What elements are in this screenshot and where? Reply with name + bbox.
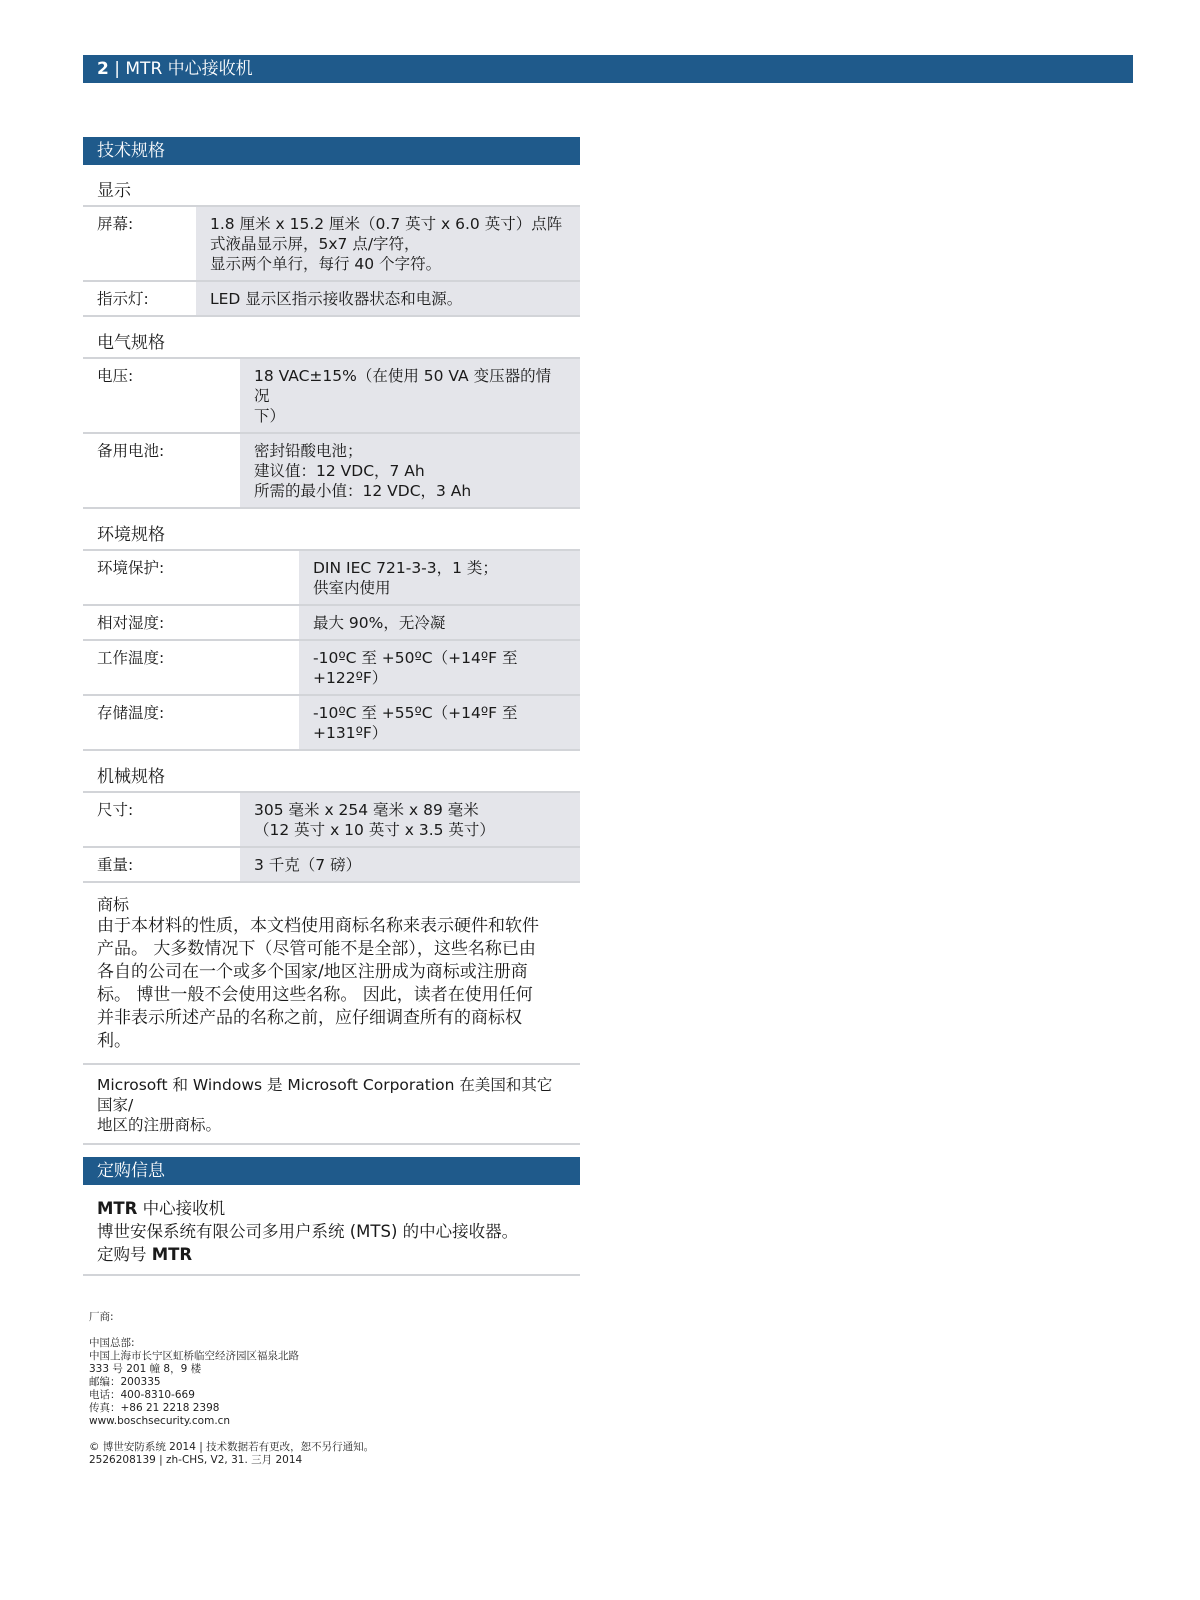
display-subheading: 显示 — [83, 165, 580, 207]
spec-value — [299, 605, 580, 640]
spec-value-line: 所需的最小值：12 VDC，3 Ah — [254, 482, 472, 500]
spec-value — [240, 847, 580, 882]
spec-row-voltage — [83, 359, 580, 433]
spec-key: 电压: — [83, 359, 240, 433]
spec-value-line: 305 毫米 x 254 毫米 x 89 毫米 — [254, 801, 479, 819]
spec-key: 尺寸: — [83, 793, 240, 847]
electrical-spec-table — [83, 359, 580, 509]
spec-key: 屏幕: — [83, 207, 196, 281]
order-number-label: 定购号 — [97, 1245, 152, 1264]
product-description: 博世安保系统有限公司多用户系统 (MTS) 的中心接收器。 — [97, 1222, 519, 1241]
spec-key: 相对湿度: — [83, 605, 299, 640]
spec-value-line: DIN IEC 721-3-3，1 类； — [313, 559, 498, 577]
spec-row-indicator — [83, 281, 580, 316]
address-line: 中国上海市长宁区虹桥临空经济园区福泉北路 — [89, 1350, 299, 1362]
trademarks-note — [83, 1065, 580, 1145]
specs-heading: 技术规格 — [83, 137, 580, 165]
environmental-subheading: 环境规格 — [83, 509, 580, 551]
trademarks-note-line: 地区的注册商标。 — [97, 1116, 222, 1134]
spec-key: 存储温度: — [83, 695, 299, 750]
spec-key: 重量: — [83, 847, 240, 882]
main-column — [83, 137, 580, 1276]
header-separator: | — [114, 59, 120, 79]
spec-row-operating-temp — [83, 640, 580, 695]
spec-value-line: 最大 90%，无冷凝 — [313, 614, 446, 632]
spec-value — [240, 793, 580, 847]
spec-value-line: 下） — [254, 407, 286, 425]
spec-value-line: 建议值：12 VDC，7 Ah — [254, 462, 425, 480]
spec-row-battery — [83, 433, 580, 508]
copyright-line: 2526208139 | zh-CHS, V2, 31. 三月 2014 — [89, 1454, 303, 1466]
mechanical-spec-table — [83, 793, 580, 883]
header-title: MTR 中心接收机 — [125, 59, 253, 79]
trademarks-body-line: 各自的公司在一个或多个国家/地区注册成为商标或注册商 — [97, 962, 528, 982]
address-line: 邮编：200335 — [89, 1376, 161, 1388]
ordering-section — [83, 1185, 580, 1276]
website-link[interactable]: www.boschsecurity.com.cn — [89, 1415, 231, 1427]
spec-key: 指示灯: — [83, 281, 196, 316]
spec-key: 工作温度: — [83, 640, 299, 695]
spec-value-line: LED 显示区指示接收器状态和电源。 — [210, 290, 463, 308]
trademarks-title: 商标 — [97, 895, 130, 914]
hq-label: 中国总部: — [89, 1337, 135, 1349]
spec-row-weight — [83, 847, 580, 882]
product-name-bold: MTR — [97, 1199, 138, 1218]
page-header-bar — [83, 55, 1133, 83]
trademarks-note-line: Microsoft 和 Windows 是 Microsoft Corporation 在美国和其它国家/ — [97, 1076, 553, 1114]
address-line: 电话：400-8310-669 — [89, 1389, 195, 1401]
spec-value — [299, 640, 580, 695]
manufacturer-label: 厂商: — [89, 1311, 114, 1323]
product-name-rest: 中心接收机 — [137, 1199, 226, 1218]
spec-value — [240, 433, 580, 508]
trademarks-body-line: 标。 博世一般不会使用这些名称。 因此，读者在使用任何 — [97, 985, 533, 1005]
spec-row-humidity — [83, 605, 580, 640]
spec-value-line: 密封铅酸电池； — [254, 442, 363, 460]
order-number-line — [97, 1243, 566, 1266]
spec-value-line: -10ºC 至 +50ºC（+14ºF 至 +122ºF） — [313, 649, 518, 687]
spec-value — [299, 695, 580, 750]
spec-row-protection — [83, 551, 580, 605]
spec-value-line: 式液晶显示屏，5x7 点/字符， — [210, 235, 420, 253]
spec-value — [196, 207, 580, 281]
order-number: MTR — [151, 1245, 193, 1264]
spec-value-line: 显示两个单行，每行 40 个字符。 — [210, 255, 442, 273]
spec-value-line: 1.8 厘米 x 15.2 厘米（0.7 英寸 x 6.0 英寸）点阵 — [210, 215, 563, 233]
page-number: 2 — [97, 59, 109, 79]
spec-row-screen — [83, 207, 580, 281]
spec-value — [299, 551, 580, 605]
spec-row-dimensions — [83, 793, 580, 847]
spec-key: 环境保护: — [83, 551, 299, 605]
spec-value-line: 供室内使用 — [313, 579, 391, 597]
address-line: 传真：+86 21 2218 2398 — [89, 1402, 220, 1414]
spec-value — [196, 281, 580, 316]
copyright-line: © 博世安防系统 2014 | 技术数据若有更改，恕不另行通知。 — [89, 1441, 375, 1453]
trademarks-body-line: 利。 — [97, 1031, 131, 1051]
trademarks-section — [83, 883, 580, 1065]
spec-value-line: （12 英寸 x 10 英寸 x 3.5 英寸） — [254, 821, 495, 839]
ordering-heading: 定购信息 — [83, 1157, 580, 1185]
trademarks-body-line: 并非表示所述产品的名称之前，应仔细调查所有的商标权 — [97, 1008, 522, 1028]
trademarks-body-line: 由于本材料的性质，本文档使用商标名称来表示硬件和软件 — [97, 916, 539, 936]
spec-value-line: -10ºC 至 +55ºC（+14ºF 至 +131ºF） — [313, 704, 518, 742]
spec-key: 备用电池: — [83, 433, 240, 508]
environmental-spec-table — [83, 551, 580, 751]
spec-value-line: 3 千克（7 磅） — [254, 856, 362, 874]
electrical-subheading: 电气规格 — [83, 317, 580, 359]
trademarks-body-line: 产品。 大多数情况下（尽管可能不是全部），这些名称已由 — [97, 939, 536, 959]
mechanical-subheading: 机械规格 — [83, 751, 580, 793]
display-spec-table — [83, 207, 580, 317]
spec-row-storage-temp — [83, 695, 580, 750]
address-line: 333 号 201 幢 8，9 楼 — [89, 1363, 202, 1375]
spec-value — [240, 359, 580, 433]
spec-value-line: 18 VAC±15%（在使用 50 VA 变压器的情况 — [254, 367, 552, 405]
product-name — [97, 1197, 566, 1220]
footer — [89, 1311, 374, 1467]
